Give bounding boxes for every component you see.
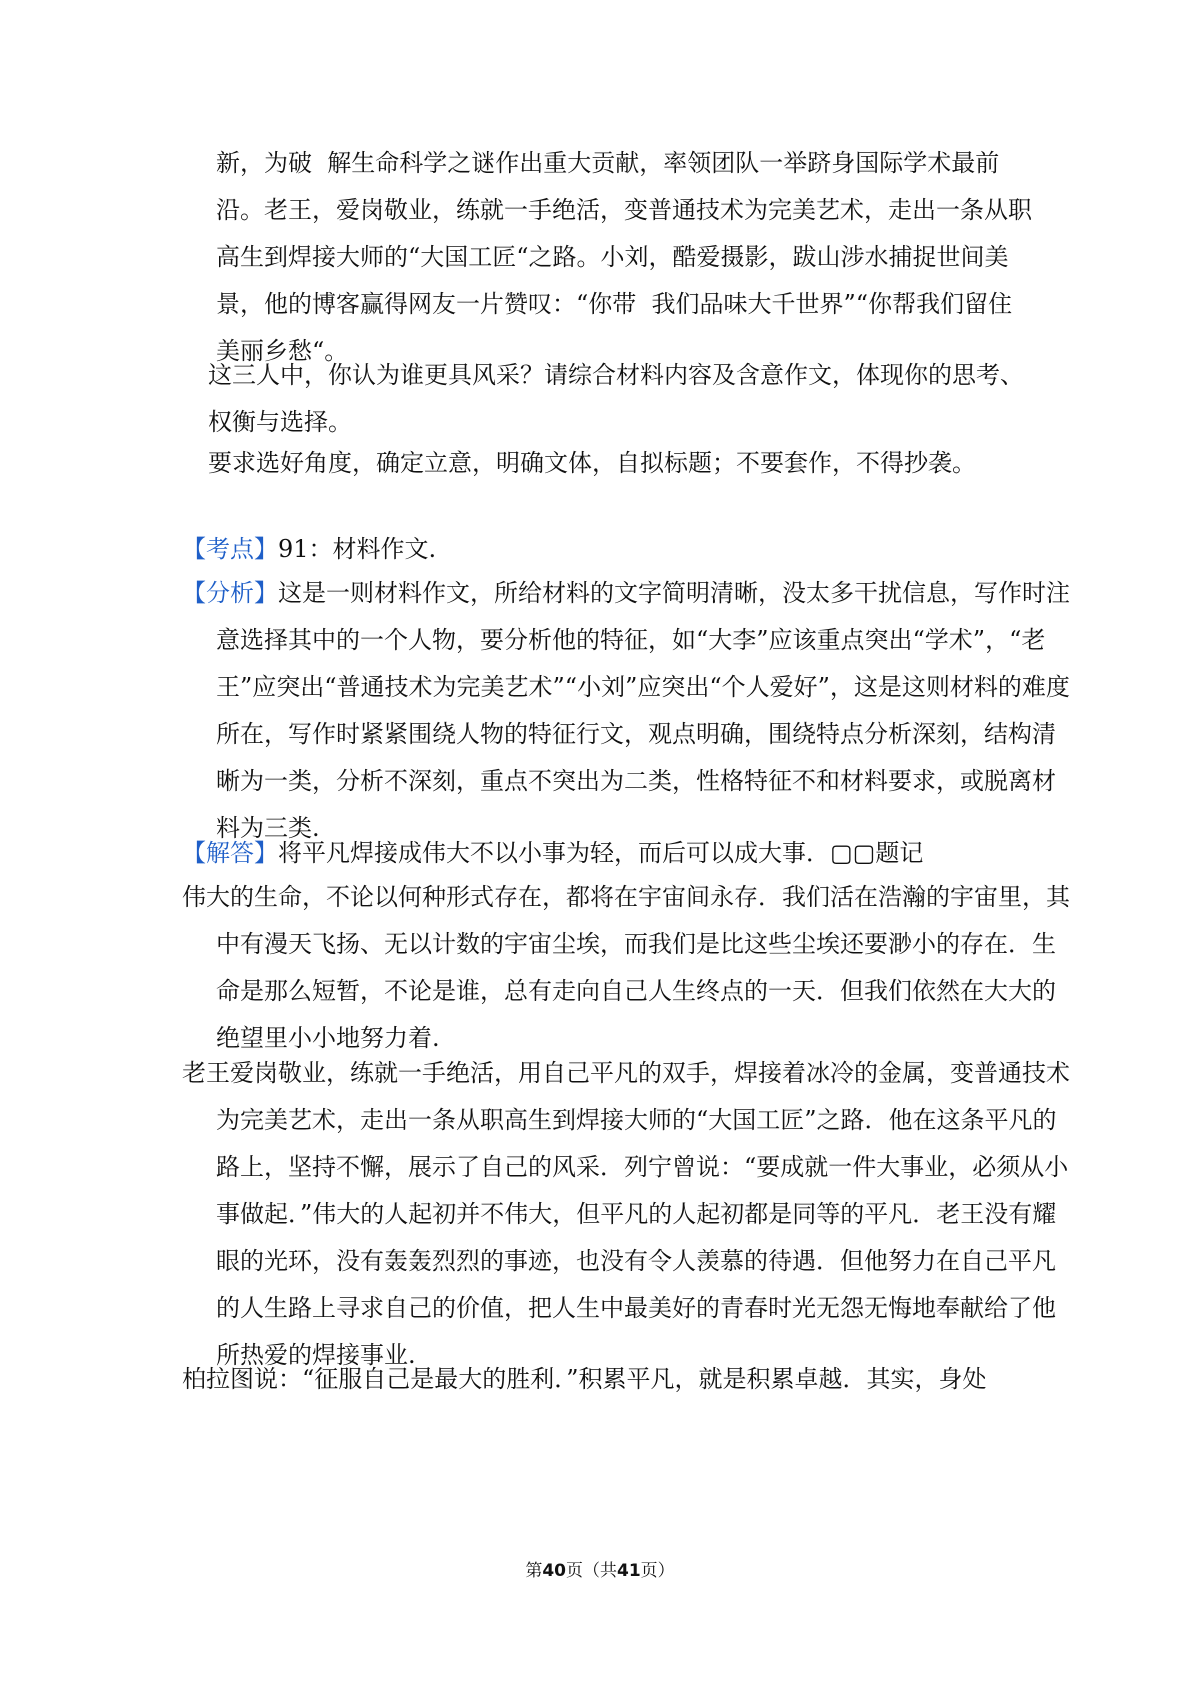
kaodian-section xyxy=(182,526,1070,573)
fenxi-section xyxy=(182,570,1070,852)
jieda-tag: 【解答】 xyxy=(182,839,278,867)
footer-total-pages: 41 xyxy=(617,1561,641,1581)
material-continued-paragraph: 新，为破 解生命科学之谜作出重大贡献，率领团队一举跻身国际学术最前沿。老王，爱岗敬业，练就一手绝活，变普通技术为完美艺术，走出一条从职高生到焊接大师的“大国工匠“之路。小刘，酷爱摄影，跋山涉水捕捉世间美景，他的博客赢得网友一片赞叹：“你带 我们品味大千世界”“你帮我们留住美丽乡愁“。 xyxy=(216,149,1032,365)
requirement-paragraph: 要求选好角度，确定立意，明确文体，自拟标题；不要套作，不得抄袭。 xyxy=(208,449,976,477)
essay-paragraph-3: 柏拉图说：“征服自己是最大的胜利．”积累平凡，就是积累卓越．其实，身处 xyxy=(182,1365,987,1393)
kaodian-text: 91：材料作文. xyxy=(278,535,437,563)
essay-paragraph-2: 老王爱岗敬业，练就一手绝活，用自己平凡的双手，焊接着冰冷的金属，变普通技术为完美艺术，走出一条从职高生到焊接大师的“大国工匠”之路．他在这条平凡的路上，坚持不懈，展示了自己的风采．列宁曾说：“要成就一件大事业，必须从小事做起．”伟大的人起初并不伟大，但平凡的人起初都是同等的平凡．老王没有耀眼的光环，没有轰轰烈烈的事迹，也没有令人羡慕的待遇．但他努力在自己平凡的人生路上寻求自己的价值，把人生中最美好的青春时光无怨无悔地奉献给了他所热爱的焊接事业. xyxy=(182,1059,1070,1369)
fenxi-text: 这是一则材料作文，所给材料的文字简明清晰，没太多干扰信息，写作时注意选择其中的一个人物，要分析他的特征，如“大李”应该重点突出“学术”，“老王”应突出“普通技术为完美艺术”“小刘”应突出“个人爱好”，这是这则材料的难度所在，写作时紧紧围绕人物的特征行文，观点明确，围绕特点分析深刻，结构清晰为一类，分析不深刻，重点不突出为二类，性格特征不和材料要求，或脱离材料为三类. xyxy=(216,579,1070,842)
page-footer xyxy=(0,1556,1200,1581)
jieda-text: 将平凡焊接成伟大不以小事为轻，而后可以成大事．▢▢题记 xyxy=(278,839,924,867)
prompt-paragraph xyxy=(208,352,1036,446)
prompt-text: 这三人中，你认为谁更具风采？请综合材料内容及含意作文，体现你的思考、权衡与选择。 xyxy=(208,361,1024,436)
footer-page-number: 40 xyxy=(542,1561,566,1581)
footer-prefix: 第 xyxy=(525,1561,543,1581)
jieda-section xyxy=(182,830,1070,877)
essay-paragraph-1: 伟大的生命，不论以何种形式存在，都将在宇宙间永存．我们活在浩瀚的宇宙里，其中有漫天飞扬、无以计数的宇宙尘埃，而我们是比这些尘埃还要渺小的存在．生命是那么短暂，不论是谁，总有走向自己人生终点的一天．但我们依然在大大的绝望里小小地努力着. xyxy=(182,883,1070,1052)
fenxi-tag: 【分析】 xyxy=(182,579,278,607)
footer-middle: 页（共 xyxy=(566,1561,617,1581)
kaodian-tag: 【考点】 xyxy=(182,535,278,563)
footer-suffix: 页） xyxy=(640,1561,675,1581)
